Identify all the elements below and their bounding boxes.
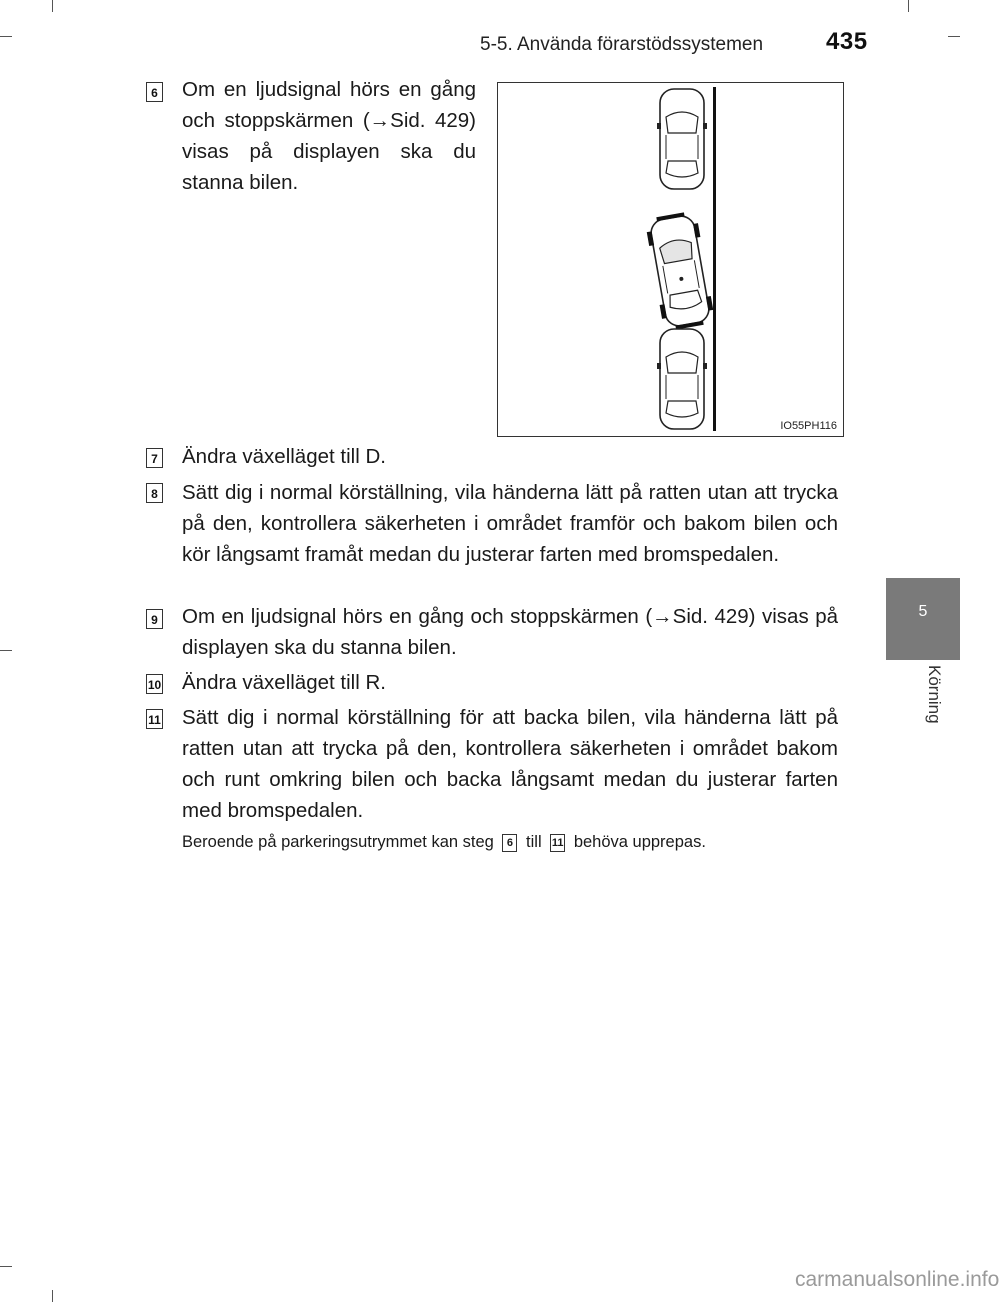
chapter-label: Körning: [925, 665, 944, 724]
step-number: 9: [146, 609, 163, 629]
parking-figure: [497, 82, 844, 437]
crop-mark: [948, 36, 960, 37]
crop-mark: [0, 1266, 12, 1267]
step-number: 11: [146, 709, 163, 729]
parked-car-front: [657, 89, 707, 189]
step-number: 6: [146, 82, 163, 102]
crop-mark: [908, 0, 909, 12]
page-number: 435: [826, 28, 868, 55]
watermark: carmanualsonline.info: [795, 1268, 999, 1291]
crop-mark: [52, 0, 53, 12]
crop-mark: [0, 650, 12, 651]
parking-car: [644, 210, 715, 331]
note-middle: till: [526, 833, 542, 851]
step-number: 10: [146, 674, 163, 694]
step-number: 7: [146, 448, 163, 468]
figure-code: IO55PH116: [780, 420, 837, 432]
step-text: Om en ljudsignal hörs en gång och stoppskärmen (→Sid. 429) visas på displayen ska du stanna bilen.: [182, 605, 838, 659]
note-step-from: 6: [502, 834, 517, 852]
curb-line: [713, 87, 716, 431]
crop-mark: [52, 1290, 53, 1302]
repeat-note: [182, 830, 842, 854]
parked-car-rear: [657, 329, 707, 429]
step-text: Om en ljudsignal hörs en gång och stoppskärmen (→Sid. 429) visas på displayen ska du stanna bilen.: [182, 78, 476, 194]
step-text: Sätt dig i normal körställning för att backa bilen, vila händerna lätt på ratten utan att trycka på den, kontrollera säkerheten i området bakom och runt omkring bilen och backa långsamt medan du justerar farten med bromspedalen.: [182, 706, 838, 822]
step-text: Sätt dig i normal körställning, vila händerna lätt på ratten utan att trycka på den, kontrollera säkerheten i området framför och bakom bilen och kör långsamt framåt medan du justerar farten med bromspedalen.: [182, 481, 838, 566]
step-text: Ändra växelläget till R.: [182, 671, 386, 694]
step-text: Ändra växelläget till D.: [182, 445, 386, 468]
chapter-tab[interactable]: 5: [886, 578, 960, 660]
note-suffix: behöva upprepas.: [573, 833, 706, 851]
step-number: 8: [146, 483, 163, 503]
section-title: 5-5. Använda förarstödssystemen: [480, 34, 764, 55]
parallel-parking-illustration: [498, 83, 842, 435]
note-step-to: 11: [550, 834, 565, 852]
note-prefix: Beroende på parkeringsutrymmet kan steg: [182, 833, 494, 851]
crop-mark: [0, 36, 12, 37]
